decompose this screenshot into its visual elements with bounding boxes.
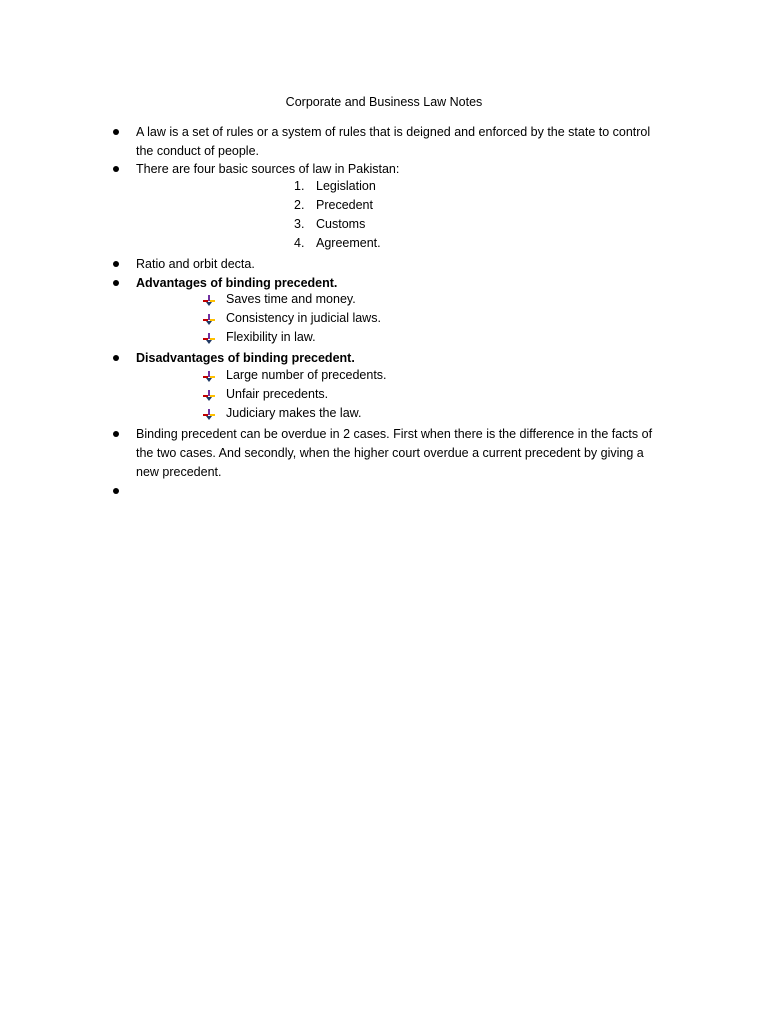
bullet-dot-icon	[113, 488, 119, 494]
sub-list-text: Consistency in judicial laws.	[226, 311, 381, 325]
sub-list-text: Unfair precedents.	[226, 387, 329, 401]
bullet-text: A law is a set of rules or a system of rules that is deigned and enforced by the state to control the conduct of people.	[136, 125, 651, 158]
bullet-dot-icon	[113, 355, 119, 361]
bullet-dot-icon	[113, 261, 119, 267]
bullet-dot-icon	[113, 129, 119, 135]
item-number: 1.	[294, 179, 305, 193]
down-arrow-bullet-icon	[203, 295, 215, 307]
document-title: Corporate and Business Law Notes	[285, 95, 483, 109]
sub-list-text: Saves time and money.	[226, 292, 356, 306]
sub-list-text: Judiciary makes the law.	[226, 406, 362, 420]
bullet-text: Ratio and orbit decta.	[136, 257, 255, 271]
down-arrow-bullet-icon	[203, 314, 215, 326]
bullet-text: Binding precedent can be overdue in 2 cases. First when there is the difference in the facts of the two cases. And secondly, when the higher court overdue a current precedent by giving a new precedent.	[136, 427, 653, 479]
item-number: 2.	[294, 198, 305, 212]
bullet-heading: Disadvantages of binding precedent.	[136, 351, 355, 365]
down-arrow-bullet-icon	[203, 409, 215, 421]
down-arrow-bullet-icon	[203, 333, 215, 345]
bullet-text: There are four basic sources of law in Pakistan:	[136, 162, 400, 176]
item-number: 4.	[294, 236, 305, 250]
item-number: 3.	[294, 217, 305, 231]
bullet-dot-icon	[113, 431, 119, 437]
item-text: Precedent	[316, 198, 373, 212]
bullet-dot-icon	[113, 280, 119, 286]
sub-list-text: Large number of precedents.	[226, 368, 387, 382]
sub-list-text: Flexibility in law.	[226, 330, 316, 344]
down-arrow-bullet-icon	[203, 371, 215, 383]
item-text: Agreement.	[316, 236, 381, 250]
bullet-dot-icon	[113, 166, 119, 172]
down-arrow-bullet-icon	[203, 390, 215, 402]
item-text: Legislation	[316, 179, 376, 193]
item-text: Customs	[316, 217, 366, 231]
bullet-heading: Advantages of binding precedent.	[136, 276, 338, 290]
